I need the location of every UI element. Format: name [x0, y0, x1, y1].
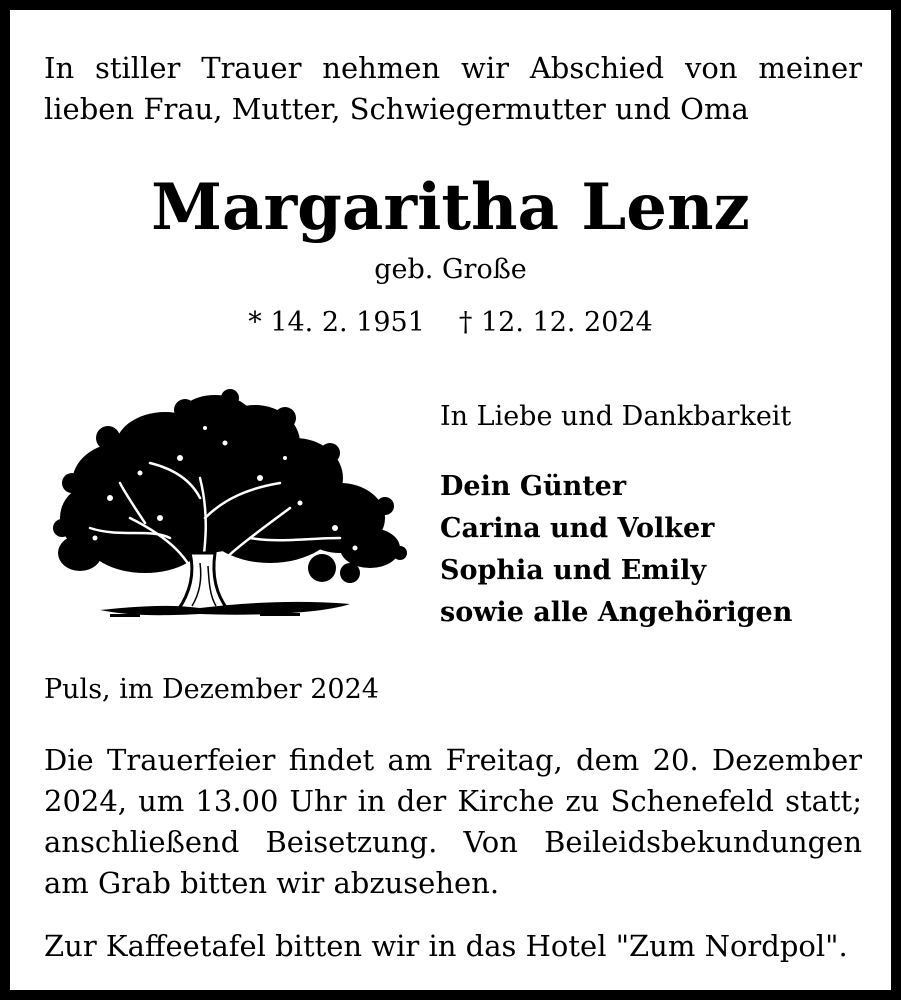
death-date: † 12. 12. 2024 [458, 307, 653, 338]
intro-line-1: In stiller Trauer nehmen wir Abschied von meiner [44, 51, 862, 85]
mourner-name: sowie alle Angehörigen [440, 597, 793, 628]
mourner-list [440, 466, 792, 634]
service-line: Die Trauerfeier findet am Freitag, dem 20. Dezember [44, 743, 862, 777]
intro-line-2: lieben Frau, Mutter, Schwiegermutter und Oma [44, 92, 749, 126]
mourner-name: Carina und Volker [440, 513, 715, 544]
maiden-name: geb. Große [374, 254, 527, 285]
service-line: am Grab bitten wir abzusehen. [44, 866, 500, 900]
deceased-name: Margaritha Lenz [151, 170, 750, 245]
service-line: anschließend Beisetzung. Von Beileidsbekundungen [44, 825, 862, 859]
tree-illustration-icon [50, 388, 410, 623]
place-and-date: Puls, im Dezember 2024 [44, 674, 379, 705]
mourner-name: Dein Günter [440, 471, 627, 502]
intro-text [44, 48, 862, 130]
dedication-text: In Liebe und Dankbarkeit [440, 401, 792, 432]
funeral-service-text [44, 740, 862, 904]
service-line: 2024, um 13.00 Uhr in der Kirche zu Schenefeld statt; [44, 784, 862, 818]
mourner-name: Sophia und Emily [440, 555, 707, 586]
life-dates [10, 302, 891, 344]
reception-text: Zur Kaffeetafel bitten wir in das Hotel "Zum Nordpol". [44, 929, 848, 963]
birth-date: * 14. 2. 1951 [248, 307, 425, 338]
